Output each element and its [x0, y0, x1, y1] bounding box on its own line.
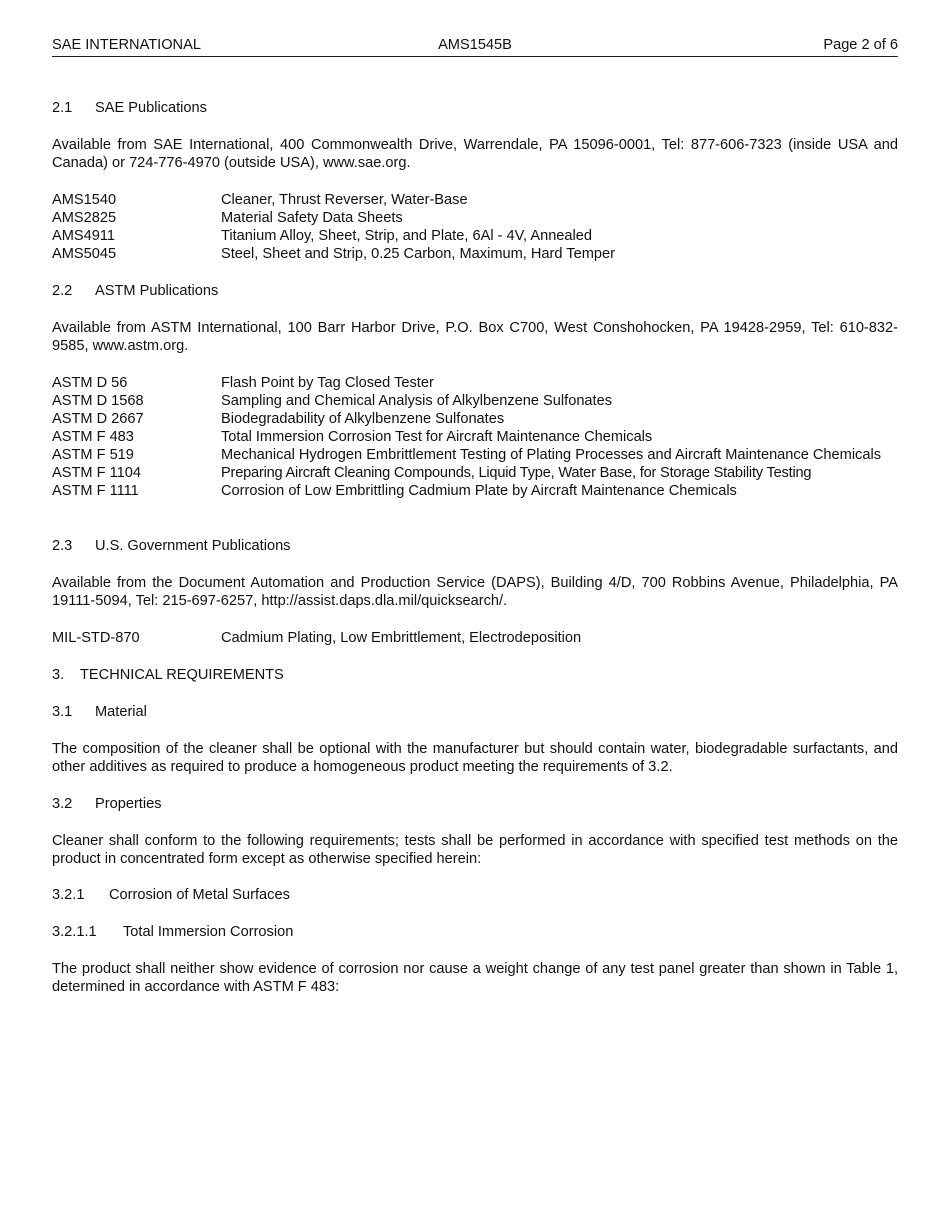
section-heading-2-2: 2.2 ASTM Publications [52, 283, 219, 299]
section-heading-2-1: 2.1 SAE Publications [52, 100, 207, 116]
section-2-1-paragraph: Available from SAE International, 400 Commonwealth Drive, Warrendale, PA 15096-0001, Tel: 877-606-7323 (inside USA and Canada) or 724-776-4970 (outside USA), www.sae.org. [52, 137, 898, 171]
section-3-2-paragraph: Cleaner shall conform to the following requirements; tests shall be performed in accordance with specified test methods on the product in concentrated form except as otherwise specified herein: [52, 833, 898, 867]
document-page [52, 36, 898, 995]
reference-row: ASTM D 2667 Biodegradability of Alkylbenzene Sulfonates [52, 411, 505, 427]
section-2-2-paragraph: Available from ASTM International, 100 Barr Harbor Drive, P.O. Box C700, West Conshohocken, PA 19428-2959, Tel: 610-832-9585, www.astm.org. [52, 320, 898, 354]
reference-row: AMS4911 Titanium Alloy, Sheet, Strip, and Plate, 6Al - 4V, Annealed [52, 228, 593, 244]
reference-row: ASTM F 1104 Preparing Aircraft Cleaning Compounds, Liquid Type, Water Base, for Storage Stability Testing [52, 465, 812, 481]
reference-row: ASTM D 56 Flash Point by Tag Closed Tester [52, 375, 434, 391]
header-page-number: Page 2 of 6 [823, 37, 898, 53]
header-organization: SAE INTERNATIONAL [52, 37, 201, 53]
section-3-2-1-1-paragraph: The product shall neither show evidence of corrosion nor cause a weight change of any test panel greater than shown in Table 1, determined in accordance with ASTM F 483: [52, 961, 898, 995]
astm-reference-list [52, 374, 898, 500]
section-heading-3: 3. TECHNICAL REQUIREMENTS [52, 667, 284, 683]
reference-row: AMS1540 Cleaner, Thrust Reverser, Water-Base [52, 192, 468, 208]
reference-row: ASTM F 483 Total Immersion Corrosion Test for Aircraft Maintenance Chemicals [52, 429, 653, 445]
header-document-number: AMS1545B [438, 37, 512, 53]
reference-row: ASTM F 1111 Corrosion of Low Embrittling Cadmium Plate by Aircraft Maintenance Chemicals [52, 483, 737, 499]
section-heading-3-2-1-1: 3.2.1.1 Total Immersion Corrosion [52, 924, 294, 940]
section-3-1-paragraph: The composition of the cleaner shall be optional with the manufacturer but should contain water, biodegradable surfactants, and other additives as required to produce a homogeneous product meeting the requirements of 3.2. [52, 741, 898, 775]
page-header [52, 36, 898, 57]
reference-row: ASTM F 519 Mechanical Hydrogen Embrittlement Testing of Plating Processes and Aircraft Maintenance Chemicals [52, 447, 882, 463]
reference-row: AMS2825 Material Safety Data Sheets [52, 210, 403, 226]
section-heading-3-1: 3.1 Material [52, 704, 147, 720]
section-2-3-paragraph: Available from the Document Automation and Production Service (DAPS), Building 4/D, 700 Robbins Avenue, Philadelphia, PA 19111-5094, Tel: 215-697-6257, http://assist.daps.dla.mil/quicksearch/. [52, 575, 898, 609]
reference-row: AMS5045 Steel, Sheet and Strip, 0.25 Carbon, Maximum, Hard Temper [52, 246, 615, 262]
sae-reference-list [52, 191, 898, 263]
section-heading-3-2: 3.2 Properties [52, 796, 162, 812]
reference-row: ASTM D 1568 Sampling and Chemical Analysis of Alkylbenzene Sulfonates [52, 393, 613, 409]
section-heading-3-2-1: 3.2.1 Corrosion of Metal Surfaces [52, 887, 290, 903]
reference-row: MIL-STD-870 Cadmium Plating, Low Embrittlement, Electrodeposition [52, 630, 582, 646]
section-heading-2-3: 2.3 U.S. Government Publications [52, 538, 291, 554]
government-reference-list [52, 629, 898, 647]
